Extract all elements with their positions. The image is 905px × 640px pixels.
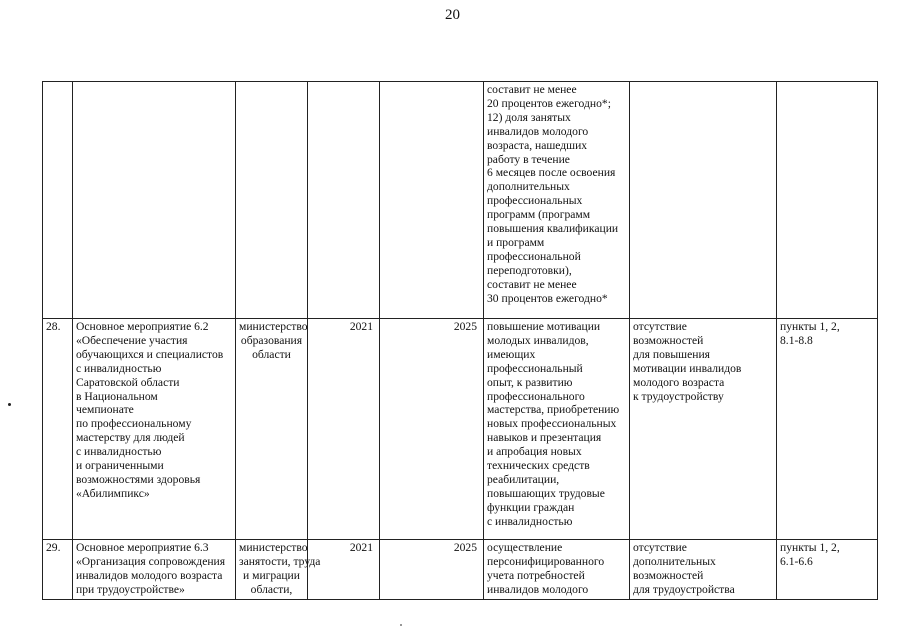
expected-result-cell-line: составит не менее xyxy=(487,277,577,291)
expected-result-cell xyxy=(484,319,630,540)
expected-result-cell-line: инвалидов молодого xyxy=(487,582,589,596)
consequence-cell-line: отсутствие xyxy=(633,541,687,554)
row-number-cell: 28. xyxy=(43,319,73,540)
executor-cell-line: области xyxy=(252,347,291,361)
expected-result-cell-line: персонифицированного xyxy=(487,554,605,568)
indicator-link-cell xyxy=(777,319,878,540)
measure-name-cell-line: инвалидов молодого возраста xyxy=(76,568,223,582)
indicator-link-cell-line: пункты 1, 2, xyxy=(780,320,840,333)
expected-result-cell-line: составит не менее xyxy=(487,83,577,96)
consequence-cell-line: молодого возраста xyxy=(633,375,725,389)
expected-result-cell-line: 12) доля занятых xyxy=(487,110,571,124)
expected-result-cell-line: имеющих xyxy=(487,347,536,361)
consequence-cell xyxy=(630,319,777,540)
expected-result-cell-line: с инвалидностью xyxy=(487,514,573,528)
margin-mark xyxy=(8,403,11,406)
indicator-link-cell-line: 8.1-8.8 xyxy=(780,333,813,347)
measure-name-cell xyxy=(73,319,236,540)
table-row xyxy=(43,82,878,319)
indicator-link-cell xyxy=(777,540,878,600)
executor-cell-line: области, xyxy=(250,582,293,596)
consequence-cell-line: возможностей xyxy=(633,333,704,347)
measure-name-cell-line: обучающихся и специалистов xyxy=(76,347,224,361)
expected-result-cell-line: опыт, к развитию xyxy=(487,375,573,389)
measure-name-cell xyxy=(73,82,236,319)
expected-result-cell-line: технических средств xyxy=(487,459,590,473)
end-year-cell: 2025 xyxy=(380,319,484,540)
executor-cell-line: занятости, труда xyxy=(239,554,321,568)
measure-name-cell-line: «Абилимпикс» xyxy=(76,486,150,500)
expected-result-cell xyxy=(484,540,630,600)
expected-result-cell-line: и апробация новых xyxy=(487,445,582,459)
expected-result-cell-line: работу в течение xyxy=(487,152,570,166)
measure-name-cell-line: с инвалидностью xyxy=(76,361,162,375)
expected-result-cell-line: учета потребностей xyxy=(487,568,585,582)
expected-result-cell-line: 30 процентов ежегодно* xyxy=(487,291,608,305)
indicator-link-cell xyxy=(777,82,878,319)
scan-speck xyxy=(400,624,402,626)
row-number-cell: 29. xyxy=(43,540,73,600)
table-row xyxy=(43,540,878,600)
page-number: 20 xyxy=(445,7,460,23)
measure-name-cell-line: «Организация сопровождения xyxy=(76,554,226,568)
consequence-cell-line: для трудоустройства xyxy=(633,582,735,596)
measure-name-cell-line: с инвалидностью xyxy=(76,445,162,459)
expected-result-cell-line: новых профессиональных xyxy=(487,417,617,431)
expected-result-cell-line: и программ xyxy=(487,235,545,249)
consequence-cell-line: отсутствие xyxy=(633,320,687,333)
end-year-cell xyxy=(380,82,484,319)
measure-name-cell-line: мастерству для людей xyxy=(76,431,185,445)
executor-cell-line: министерство xyxy=(239,320,308,333)
indicator-link-cell-line: 6.1-6.6 xyxy=(780,554,813,568)
expected-result-cell xyxy=(484,82,630,319)
consequence-cell xyxy=(630,540,777,600)
start-year-cell xyxy=(308,82,380,319)
expected-result-cell-line: профессионального xyxy=(487,389,585,403)
expected-result-cell-line: навыков и презентация xyxy=(487,431,602,445)
measure-name-cell xyxy=(73,540,236,600)
measure-name-cell-line: возможностями здоровья xyxy=(76,472,201,486)
measure-name-cell-line: и ограниченными xyxy=(76,459,164,473)
expected-result-cell-line: программ (программ xyxy=(487,208,591,222)
executor-cell-line: образования xyxy=(240,333,303,347)
table-body xyxy=(43,82,878,600)
measure-name-cell-line: при трудоустройстве» xyxy=(76,582,185,596)
expected-result-cell-line: осуществление xyxy=(487,541,563,554)
measure-name-cell-line: Основное мероприятие 6.2 xyxy=(76,320,209,333)
executor-cell-line: министерство xyxy=(239,541,308,554)
expected-result-cell-line: повышение мотивации xyxy=(487,320,601,333)
consequence-cell-line: мотивации инвалидов xyxy=(633,361,742,375)
expected-result-cell-line: профессиональной xyxy=(487,249,581,263)
consequence-cell-line: возможностей xyxy=(633,568,704,582)
expected-result-cell-line: профессиональных xyxy=(487,194,583,208)
expected-result-cell-line: инвалидов молодого xyxy=(487,124,589,138)
expected-result-cell-line: функции граждан xyxy=(487,500,575,514)
measures-table xyxy=(42,81,878,600)
measure-name-cell-line: «Обеспечение участия xyxy=(76,333,188,347)
expected-result-cell-line: возраста, нашедших xyxy=(487,138,588,152)
expected-result-cell-line: профессиональный xyxy=(487,361,583,375)
executor-cell xyxy=(236,319,308,540)
expected-result-cell-line: мастерства, приобретению xyxy=(487,403,620,417)
table-row xyxy=(43,319,878,540)
indicator-link-cell-line: пункты 1, 2, xyxy=(780,541,840,554)
expected-result-cell-line: дополнительных xyxy=(487,180,570,194)
consequence-cell xyxy=(630,82,777,319)
measure-name-cell-line: Саратовской области xyxy=(76,375,180,389)
executor-cell xyxy=(236,540,321,600)
expected-result-cell-line: реабилитации, xyxy=(487,472,560,486)
expected-result-cell-line: 20 процентов ежегодно*; xyxy=(487,96,611,110)
expected-result-cell-line: молодых инвалидов, xyxy=(487,333,589,347)
expected-result-cell-line: 6 месяцев после освоения xyxy=(487,166,616,180)
expected-result-cell-line: переподготовки), xyxy=(487,263,572,277)
executor-cell xyxy=(236,82,308,319)
row-number-cell xyxy=(43,82,73,319)
start-year-cell: 2021 xyxy=(308,540,380,600)
measure-name-cell-line: Основное мероприятие 6.3 xyxy=(76,541,209,554)
measure-name-cell-line: чемпионате xyxy=(76,403,134,417)
consequence-cell-line: дополнительных xyxy=(633,554,716,568)
consequence-cell-line: к трудоустройству xyxy=(633,389,724,403)
measure-name-cell-line: в Национальном xyxy=(76,389,158,403)
measure-name-cell-line: по профессиональному xyxy=(76,417,192,431)
executor-cell-line: и миграции xyxy=(243,568,300,582)
consequence-cell-line: для повышения xyxy=(633,347,710,361)
end-year-cell: 2025 xyxy=(380,540,484,600)
expected-result-cell-line: повышающих трудовые xyxy=(487,486,605,500)
expected-result-cell-line: повышения квалификации xyxy=(487,222,619,236)
start-year-cell: 2021 xyxy=(308,319,380,540)
